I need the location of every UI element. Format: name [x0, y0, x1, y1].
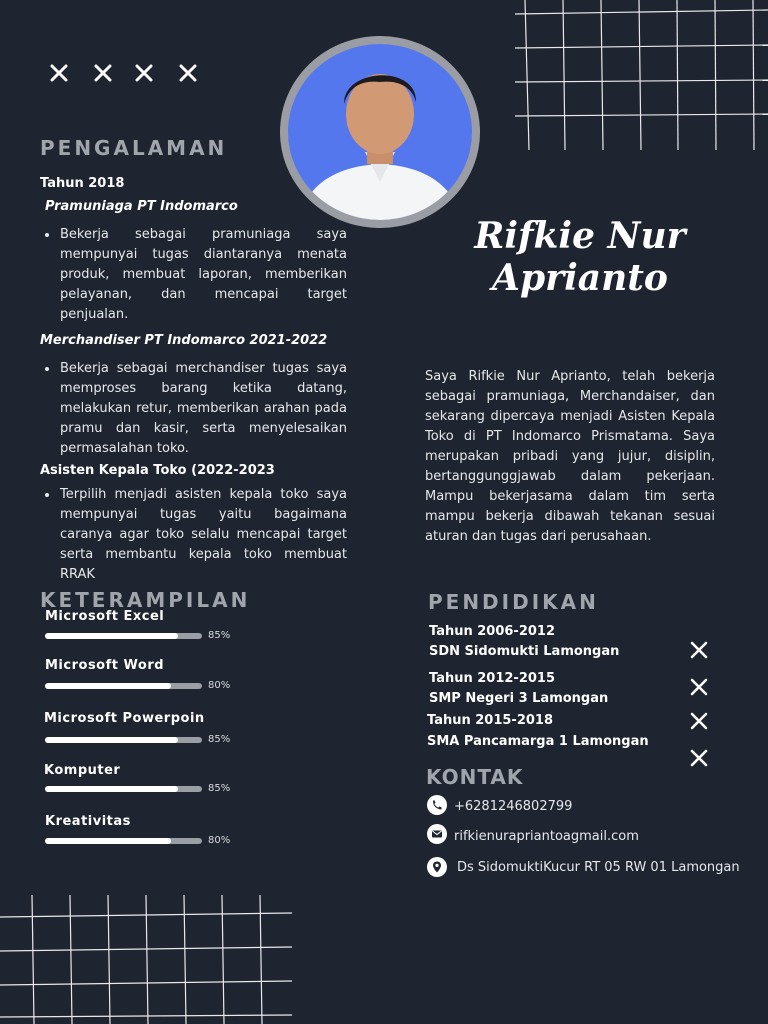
skill-bar	[45, 838, 202, 844]
skill-percent: 80%	[208, 680, 231, 691]
experience-heading: PENGALAMAN	[40, 136, 228, 160]
skill-bar-fill	[45, 838, 171, 844]
skill-bar-fill	[45, 786, 178, 792]
skill-name: Microsoft Word	[45, 658, 165, 673]
skill-bar	[45, 786, 202, 792]
education-years: Tahun 2012-2015	[429, 671, 556, 686]
education-school: SDN Sidomukti Lamongan	[429, 644, 620, 659]
close-icon	[50, 64, 68, 82]
location-pin-icon	[427, 857, 447, 877]
education-years: Tahun 2015-2018	[427, 713, 554, 728]
skill-bar-fill	[45, 633, 178, 639]
phone-icon	[427, 795, 447, 815]
skill-bar	[45, 683, 202, 689]
education-school: SMP Negeri 3 Lamongan	[429, 691, 609, 706]
experience-description-1	[40, 225, 347, 325]
skill-name: Microsoft Excel	[45, 609, 165, 624]
skill-percent: 80%	[208, 835, 231, 846]
close-icon	[690, 641, 708, 659]
skill-bar	[45, 737, 202, 743]
grid-decoration-bottom-left	[0, 895, 292, 1024]
education-school: SMA Pancamarga 1 Lamongan	[427, 734, 649, 749]
experience-title-1: Tahun 2018	[40, 176, 125, 191]
list-item: Terpilih menjadi asisten kepala toko saya mempunyai tugas yaitu bagaimana caranya agar toko selalu mencapai target serta membantu kepala toko membuat RRAK	[60, 485, 347, 585]
experience-description-3	[40, 485, 347, 585]
close-icon	[135, 64, 153, 82]
skill-bar-fill	[45, 737, 178, 743]
close-icon	[690, 678, 708, 696]
full-name-line-1: Rifkie Nur	[474, 215, 686, 257]
profile-summary: Saya Rifkie Nur Aprianto, telah bekerja sebagai pramuniaga, Merchandaiser, dan sekarang dipercaya menjadi Asisten Kepala Toko di PT Indomarco Prismatama. Saya merupakan pribadi yang jujur, disiplin, bertanggunggjawab dalam pekerjaan. Mampu bekerjasama dalam tim serta mampu bekerja dibawah tekanan sesuai aturan dan tugas dari perusahaan.	[425, 369, 715, 544]
full-name-line-2: Aprianto	[492, 257, 668, 299]
phone-number: +6281246802799	[454, 799, 573, 814]
skill-percent: 85%	[208, 630, 231, 641]
skills-heading: KETERAMPILAN	[40, 588, 251, 612]
close-icon	[94, 64, 112, 82]
skill-bar	[45, 633, 202, 639]
education-years: Tahun 2006-2012	[429, 624, 556, 639]
email-address: rifkienurapriantoagmail.com	[454, 829, 639, 844]
experience-title-3: Asisten Kepala Toko (2022-2023	[40, 463, 275, 478]
close-icon	[690, 749, 708, 767]
email-icon	[427, 824, 447, 844]
contact-heading: KONTAK	[426, 765, 524, 789]
education-heading: PENDIDIKAN	[428, 590, 599, 614]
experience-description-2	[40, 359, 347, 459]
grid-decoration-top-right	[515, 0, 768, 150]
list-item: Bekerja sebagai merchandiser tugas saya memproses barang ketika datang, melakukan retur, memberikan arahan pada pramu dan kasir, serta menyelesaikan permasalahan toko.	[60, 359, 347, 459]
skill-percent: 85%	[208, 734, 231, 745]
skill-bar-fill	[45, 683, 171, 689]
experience-subtitle-2: Merchandiser PT Indomarco 2021-2022	[40, 333, 328, 348]
close-icon	[690, 712, 708, 730]
skill-name: Microsoft Powerpoin	[44, 711, 205, 726]
experience-subtitle-1: Pramuniaga PT Indomarco	[45, 199, 238, 214]
home-address: Ds SidomuktiKucur RT 05 RW 01 Lamongan	[457, 860, 740, 875]
profile-photo	[277, 34, 483, 230]
skill-name: Komputer	[44, 763, 121, 778]
skill-percent: 85%	[208, 783, 231, 794]
list-item: Bekerja sebagai pramuniaga saya mempunyai tugas diantaranya menata produk, membuat laporan, memberikan pelayanan, dan mencapai target penjualan.	[60, 225, 347, 325]
skill-name: Kreativitas	[45, 814, 131, 829]
close-icon	[179, 64, 197, 82]
